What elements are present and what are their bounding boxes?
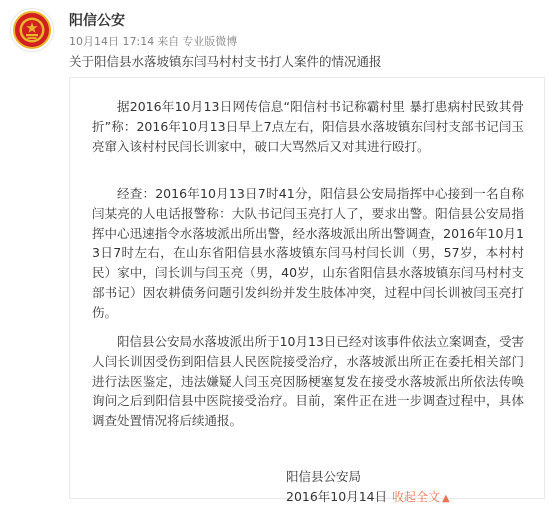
post-header [0, 0, 550, 72]
signature: 阳信县公安局 [286, 469, 362, 484]
article-paragraph-2: 经查：2016年10月13日7时41分，阳信县公安局指挥中心接到一名自称闫某亮的人电话报警称：大队书记闫玉亮打人了，要求出警。阳信县公安局指挥中心迅速指令水落坡派出所出警，经水落坡派出所出警调查，2016年10月13日7时左右，在山东省阳信县水落坡镇东闫马村闫长训（男，57岁，本村村民）家中，闫长训与闫玉亮（男，40岁，山东省阳信县水落坡镇东闫马村村支部书记）因农耕债务问题引发纠纷并发生肢体冲突，过程中闫长训被闫玉亮打伤。 [92, 186, 524, 320]
post-title: 关于阳信县水落坡镇东闫马村村支书打人案件的情况通报 [69, 54, 382, 69]
collapse-button[interactable] [392, 488, 450, 505]
post-meta [69, 33, 237, 49]
collapse-label: 收起全文 [392, 490, 441, 504]
post-date[interactable]: 10月14日 17:14 [69, 35, 155, 48]
article-paragraph-1: 据2016年10月13日网传信息“阳信村书记称霸村里 暴打患病村民致其骨折”称：2016年10月13日早上7点左右，阳信县水落坡镇东闫村支部书记闫玉亮窜入该村村民闫长训家中，破口大骂然后又对其进行殴打。 [92, 99, 524, 154]
signature-date: 2016年10月14日 [286, 489, 388, 504]
caret-up-icon: ▲ [442, 493, 450, 504]
avatar[interactable] [11, 9, 53, 51]
source-prefix: 来自 [157, 35, 180, 48]
author-name[interactable]: 阳信公安 [69, 13, 125, 29]
post-source[interactable]: 专业版微博 [182, 35, 238, 48]
police-badge-icon [11, 9, 53, 51]
article-paragraph-3: 阳信县公安局水落坡派出所于10月13日已经对该事件依法立案调查，受害人闫长训因受伤到阳信县人民医院接受治疗，水落坡派出所正在委托相关部门进行法医鉴定，违法嫌疑人闫玉亮因肠梗塞复发在接受水落坡派出所依法传唤询问之后到阳信县中医院接受治疗。目前，案件正在进一步调查过程中，具体调查处置情况将后续通报。 [92, 334, 524, 429]
